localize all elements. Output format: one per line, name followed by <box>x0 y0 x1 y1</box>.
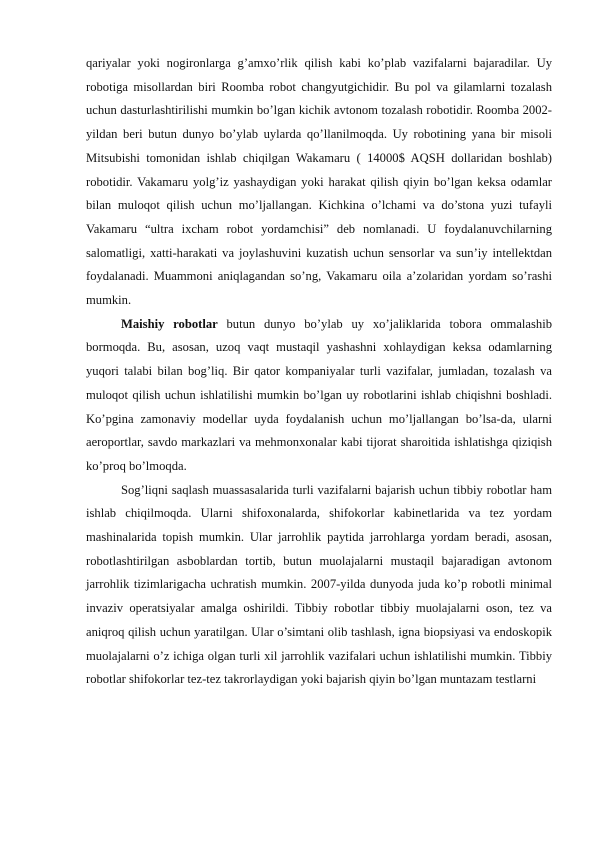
term-maishiy-robotlar: Maishiy robotlar <box>121 316 218 331</box>
paragraph-household-robots-text: butun dunyo bo’ylab uy xo’jaliklarida tobora ommalashib bormoqda. Bu, asosan, uzoq vaqt mustaqil yashashni xohlaydigan keksa odamlarning yuqori talabi bilan bog’liq. Bir qator kompaniyalar turli vazifalar, jumladan, tozalash va muloqot qilish uchun ishlatilishi mumkin bo’lgan uy robotlarini ishlab chiqishni boshladi. Ko’pgina zamonaviy modellar uyda foydalanish uchun mo’ljallangan bo’lsa-da, ularni aeroportlar, savdo markazlari va mehmonxonalar kabi tijorat sharoitida ishlatishga qiziqish ko’proq bo’lmoqda. <box>86 316 552 473</box>
paragraph-household-robots <box>86 313 552 479</box>
paragraph-home-robots: qariyalar yoki nogironlarga g’amxo’rlik qilish kabi ko’plab vazifalarni bajaradilar. Uy robotiga misollardan biri Roomba robot changyutgichidir. Bu pol va gilamlarni tozalash uchun dasturlashtirilishi mumkin bo’lgan kichik avtonom tozalash robotidir. Roomba 2002-yildan beri butun dunyo bo’ylab uylarda qo’llanilmoqda. Uy robotining yana bir misoli Mitsubishi tomonidan ishlab chiqilgan Wakamaru ( 14000$ AQSH dollaridan boshlab) robotidir. Vakamaru yolg’iz yashaydigan yoki harakat qilish qiyin bo’lgan keksa odamlar bilan muloqot qilish uchun mo’ljallangan. Kichkina o’lchami va do’stona yuzi tufayli Vakamaru “ultra ixcham robot yordamchisi” deb nomlanadi. U foydalanuvchilarning salomatligi, xatti-harakati va joylashuvini kuzatish uchun sensorlar va sun’iy intellektdan foydalanadi. Muammoni aniqlagandan so’ng, Vakamaru oila a’zolaridan yordam so’rashi mumkin. <box>86 56 552 308</box>
document-page <box>86 52 552 692</box>
paragraph-medical-robots: Sog’liqni saqlash muassasalarida turli vazifalarni bajarish uchun tibbiy robotlar ham ishlab chiqilmoqda. Ularni shifoxonalarda, shifokorlar kabinetlarida va tez yordam mashinalarida topish mumkin. Ular jarrohlik paytida jarrohlarga yordam beradi, asosan, robotlashtirilgan asboblardan tortib, butun muolajalarni mustaqil bajaradigan avtonom jarrohlik tizimlarigacha uchratish mumkin. 2007-yilda dunyoda juda ko’p robotli minimal invaziv operatsiyalar amalga oshirildi. Tibbiy robotlar tibbiy muolajalarni oson, tez va aniqroq qilish uchun yaratilgan. Ular o’simtani olib tashlash, igna biopsiyasi va endoskopik muolajalarni o’z ichiga olgan turli xil jarrohlik vazifalari uchun ishlatilishi mumkin. Tibbiy robotlar shifokorlar tez-tez takrorlaydigan yoki bajarish qiyin bo’lgan muntazam testlarni <box>86 482 552 687</box>
